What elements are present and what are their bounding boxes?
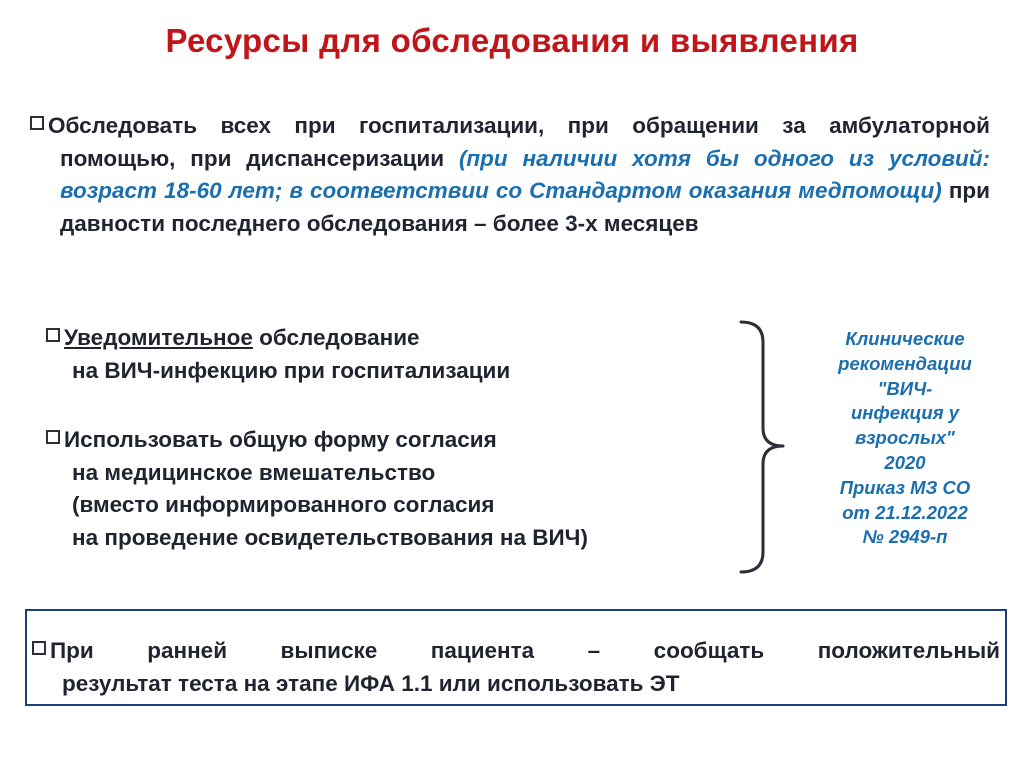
notification-line1-rest: обследование <box>252 325 420 350</box>
side-note-line: Клинические <box>845 328 965 349</box>
bullet-consent-line1 <box>46 424 746 457</box>
checkbox-bullet-icon <box>46 328 60 342</box>
side-note-line: инфекция у <box>850 402 960 424</box>
bullet-consent-line2: на медицинское вмешательство <box>72 459 436 485</box>
side-note-line: рекомендации <box>838 352 972 374</box>
side-note-references <box>800 327 1010 550</box>
bullet-examine-all-text-a: Обследовать всех при госпитализации, при обращении за амбулаторной помощью, при диспансеризации <box>48 113 990 171</box>
bullet-consent-line3: (вместо информированного согласия <box>72 492 495 517</box>
checkbox-bullet-icon <box>32 641 46 655</box>
consent-line1-text: Использовать общую форму согласия <box>64 427 497 452</box>
bullet-consent-line4: на проведение освидетельствования на ВИЧ) <box>72 524 588 550</box>
side-note-line: взрослых" <box>855 427 955 449</box>
bullet-notification-line1 <box>46 322 736 355</box>
bullet-notification-line2: на ВИЧ-инфекцию при госпитализации <box>72 357 511 383</box>
bullet-examine-all-text-b: при давности последнего обследования – более 3-х месяцев <box>60 178 991 236</box>
bullet-consent-form <box>46 424 746 554</box>
bullet-examine-all <box>30 110 990 240</box>
bullet-notification-exam <box>46 322 736 387</box>
bullet-early-discharge-line1 <box>32 635 1000 668</box>
bullet-examine-all-paragraph <box>30 110 990 240</box>
slide-title: Ресурсы для обследования и выявления <box>165 22 859 59</box>
right-curly-brace-icon <box>735 320 785 576</box>
checkbox-bullet-icon <box>30 116 44 130</box>
bullet-examine-all-conditions: (при наличии хотя бы одного из условий: возраст 18-60 лет; в соответствии со Стандартом оказания медпомощи) <box>60 145 990 203</box>
side-note-line: 2020 <box>884 451 926 473</box>
side-note-line: "ВИЧ- <box>877 377 933 399</box>
side-note-line: от 21.12.2022 <box>842 501 968 523</box>
bullet-early-discharge <box>32 635 1000 700</box>
notification-underlined-word: Уведомительное <box>64 325 253 350</box>
checkbox-bullet-icon <box>46 430 60 444</box>
side-note-line: № 2949-п <box>862 526 948 548</box>
bullet-early-discharge-line2: результат теста на этапе ИФА 1.1 или использовать ЭТ <box>62 670 680 696</box>
early-discharge-line1-text: При ранней выписке пациента – сообщать положительный <box>50 638 1000 663</box>
side-note-line: Приказ МЗ СО <box>839 476 971 498</box>
